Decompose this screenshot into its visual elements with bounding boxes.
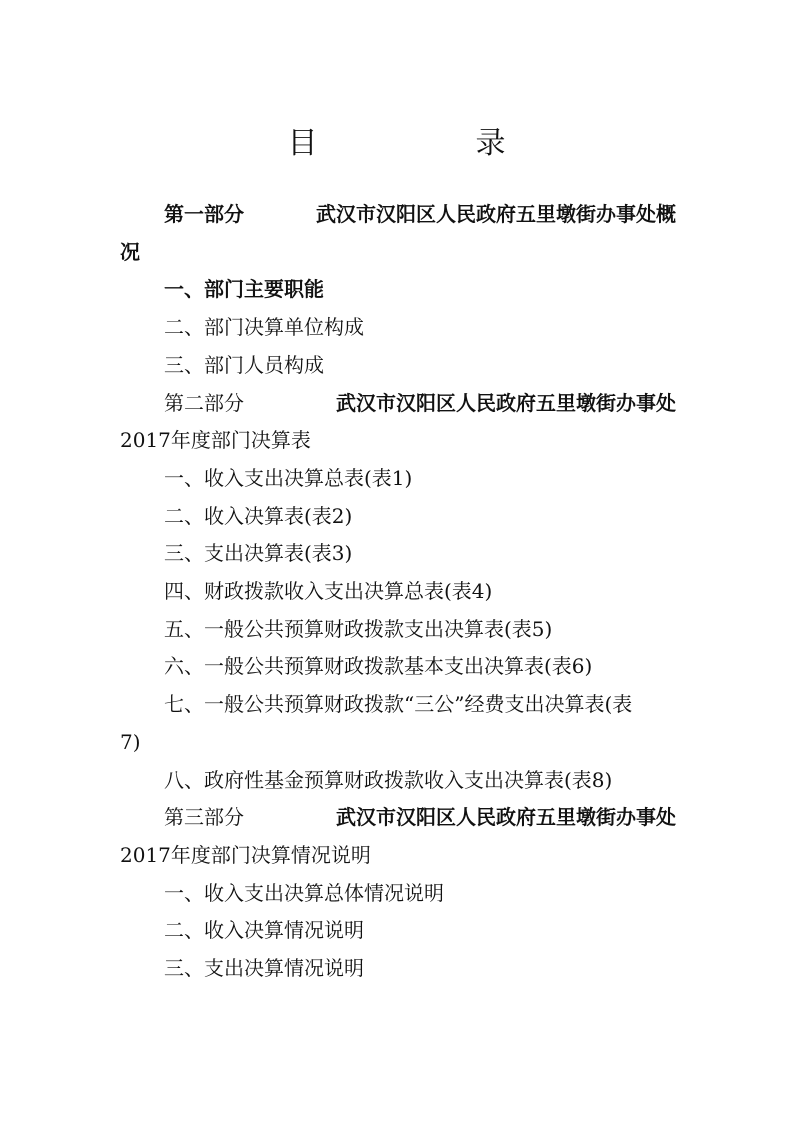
toc-entry: 七、一般公共预算财政拨款“三公”经费支出决算表(表 (164, 692, 633, 717)
part2-heading-a: 武汉市汉阳区人民政府五里墩街办事处 (336, 390, 676, 415)
toc-entry: 一、收入支出决算总表(表1) (164, 465, 413, 490)
part3-heading-b: 2017年度部门决算情况说明 (120, 842, 371, 867)
toc-entry: 一、部门主要职能 (164, 277, 324, 302)
toc-entry: 二、收入决算情况说明 (164, 918, 364, 943)
toc-entry: 四、财政拨款收入支出决算总表(表4) (164, 579, 493, 604)
toc-entry: 三、部门人员构成 (164, 352, 324, 377)
part3-heading-a: 武汉市汉阳区人民政府五里墩街办事处 (336, 805, 676, 830)
toc-entry: 六、一般公共预算财政拨款基本支出决算表(表6) (164, 654, 593, 679)
part1-heading-b: 况 (120, 239, 140, 264)
part2-heading (120, 385, 676, 460)
part2-heading-b: 2017年度部门决算表 (120, 428, 311, 453)
toc-entry: 二、部门决算单位构成 (164, 315, 364, 340)
part1-heading-a: 武汉市汉阳区人民政府五里墩街办事处概 (316, 202, 676, 226)
toc-title: 目 录 (287, 126, 570, 161)
toc-entry: 三、支出决算表(表3) (164, 541, 353, 566)
toc-entry: 三、支出决算情况说明 (164, 956, 364, 981)
toc-entry: 一、收入支出决算总体情况说明 (164, 880, 444, 905)
part1-label: 第一部分 (164, 202, 244, 226)
toc-entry: 二、收入决算表(表2) (164, 503, 353, 528)
toc-entry: 五、一般公共预算财政拨款支出决算表(表5) (164, 616, 553, 641)
toc-entry-continuation: 7) (120, 729, 141, 754)
part2-label: 第二部分 (164, 390, 244, 415)
part1-heading (120, 196, 676, 271)
table-of-contents (120, 196, 676, 988)
part3-heading (120, 799, 676, 874)
part3-label: 第三部分 (164, 805, 244, 830)
toc-entry: 八、政府性基金预算财政拨款收入支出决算表(表8) (164, 767, 613, 792)
